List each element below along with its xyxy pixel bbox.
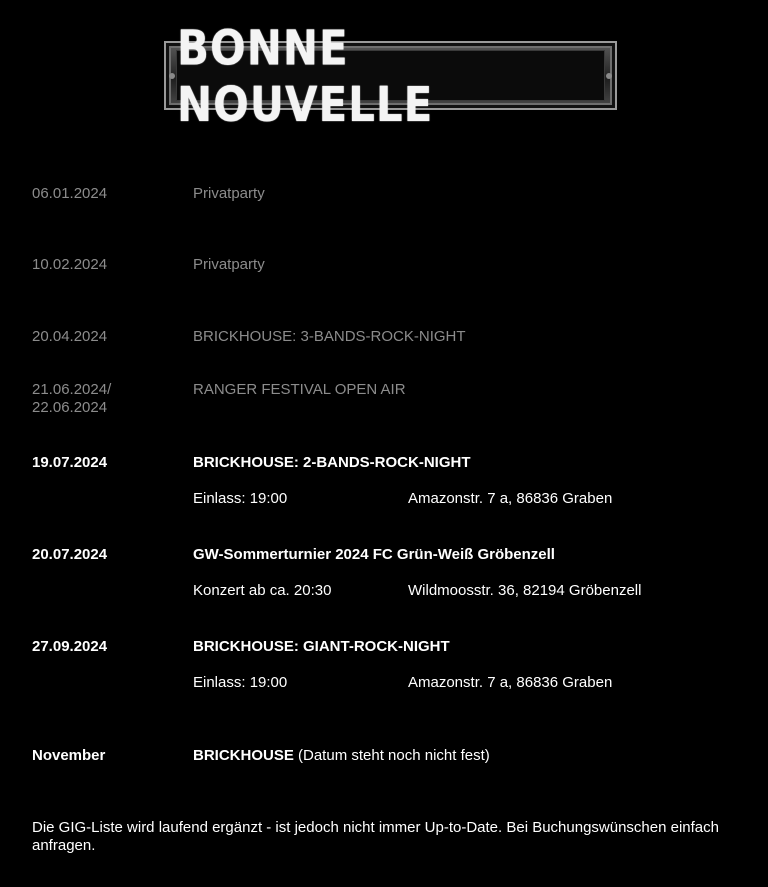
band-logo — [164, 19, 617, 132]
gig-address: Wildmoosstr. 36, 82194 Gröbenzell — [408, 582, 642, 599]
gig-event-venue: BRICKHOUSE — [193, 747, 294, 764]
gig-time: Einlass: 19:00 — [193, 490, 288, 507]
gig-time: Konzert ab ca. 20:30 — [193, 582, 332, 599]
gig-event: GW-Sommerturnier 2024 FC Grün-Weiß Gröbenzell — [193, 546, 555, 563]
gig-event: Privatparty — [193, 185, 265, 202]
gig-date: November — [32, 747, 106, 764]
gig-event — [193, 747, 490, 765]
gig-time: Einlass: 19:00 — [193, 674, 288, 691]
gig-date: 20.07.2024 — [32, 546, 108, 563]
logo-bolt-right — [606, 73, 612, 79]
gig-event-note: (Datum steht noch nicht fest) — [293, 747, 490, 764]
gig-event: RANGER FESTIVAL OPEN AIR — [193, 381, 406, 398]
gig-event: BRICKHOUSE: GIANT-ROCK-NIGHT — [193, 638, 450, 655]
gig-date-line2: 22.06.2024 — [32, 399, 108, 416]
logo-plate — [176, 19, 605, 132]
gig-event: Privatparty — [193, 256, 265, 273]
logo-bolt-left — [169, 73, 175, 79]
gig-date: 10.02.2024 — [32, 256, 108, 273]
gig-event: BRICKHOUSE: 3-BANDS-ROCK-NIGHT — [193, 328, 466, 345]
gig-date: 06.01.2024 — [32, 185, 108, 202]
gig-address: Amazonstr. 7 a, 86836 Graben — [408, 490, 613, 507]
logo-text: BONNE NOUVELLE — [177, 19, 434, 132]
footer-note: Die GIG-Liste wird laufend ergänzt - ist jedoch nicht immer Up-to-Date. Bei Buchungswünschen einfach anfragen. — [32, 819, 719, 854]
gig-date — [32, 381, 182, 417]
gig-event: BRICKHOUSE: 2-BANDS-ROCK-NIGHT — [193, 454, 471, 471]
gig-date: 20.04.2024 — [32, 328, 108, 345]
gig-date: 19.07.2024 — [32, 454, 108, 471]
gig-address: Amazonstr. 7 a, 86836 Graben — [408, 674, 613, 691]
gig-date-line1: 21.06.2024/ — [32, 381, 112, 398]
gig-date: 27.09.2024 — [32, 638, 108, 655]
